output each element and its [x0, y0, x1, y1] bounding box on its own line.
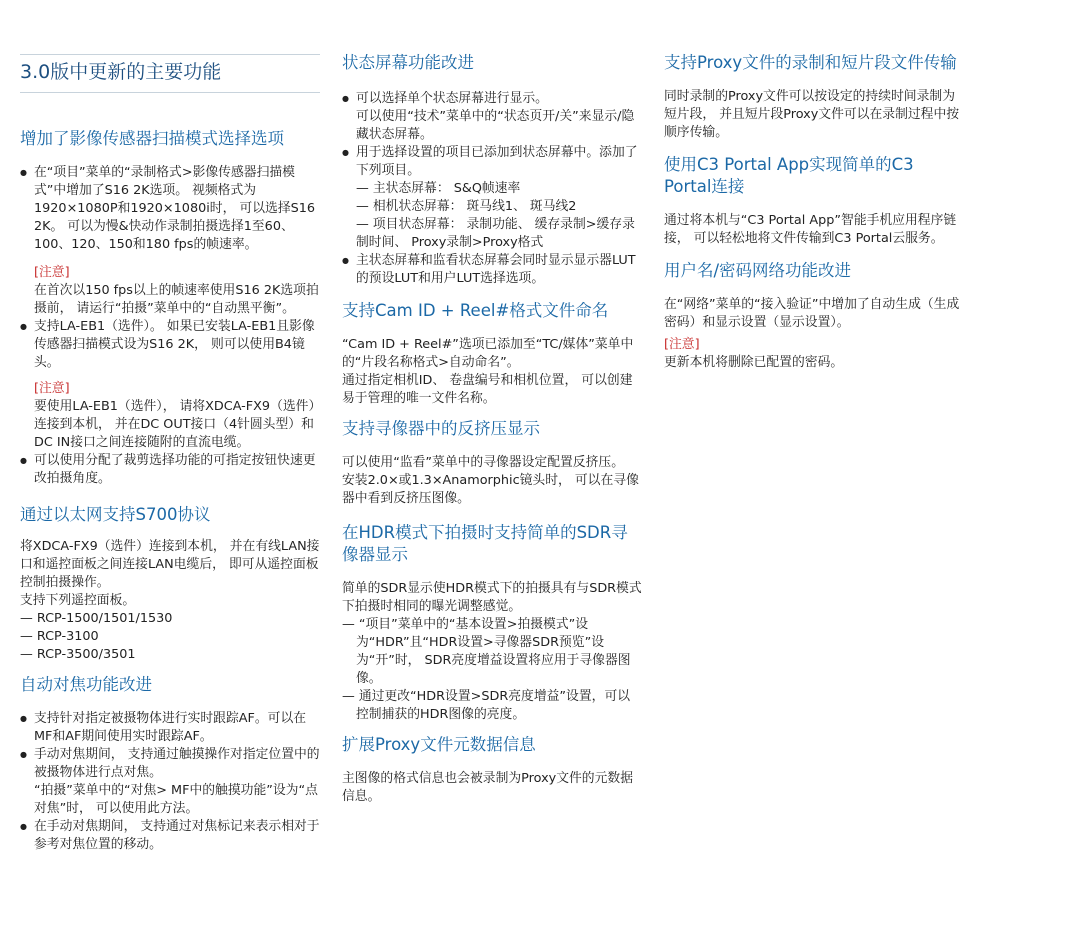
paragraph: 将XDCA-FX9（选件）连接到本机， 并在有线LAN接口和遥控面板之间连接LAN电缆后， 即可从遥控面板控制拍摄操作。: [20, 539, 320, 590]
paragraph: “Cam ID + Reel#”选项已添加至“TC/媒体”菜单中的“片段名称格式>自动命名”。: [342, 337, 634, 370]
column-2: [342, 0, 642, 806]
list-item-text: 手动对焦期间， 支持通过触摸操作对指定位置中的被摄物体进行点对焦。: [34, 747, 320, 780]
note-label: [注意]: [34, 265, 70, 280]
note-text: 更新本机将删除已配置的密码。: [664, 355, 844, 370]
sensor-scan-list-2: [20, 318, 320, 372]
cam-id-body: [342, 336, 642, 408]
section-title-cam-id: 支持Cam ID + Reel#格式文件命名: [342, 301, 609, 320]
list-item: ● 支持针对指定被摄物体进行实时跟踪AF。可以在MF和AF期间使用实时跟踪AF。: [20, 710, 320, 746]
section-title-sensor-scan: 增加了影像传感器扫描模式选择选项: [20, 129, 284, 148]
note-label: [注意]: [664, 337, 700, 352]
section-title-proxy-recording: 支持Proxy文件的录制和短片段文件传输: [664, 53, 957, 72]
list-item: ● 主状态屏幕和监看状态屏幕会同时显示显示器LUT的预设LUT和用户LUT选择选项。: [342, 252, 642, 288]
sub-item: — 相机状态屏幕： 斑马线1、 斑马线2: [356, 199, 577, 214]
sub-item: — 项目状态屏幕： 录制功能、 缓存录制>缓存录制时间、 Proxy录制>Proxy格式: [356, 217, 635, 250]
paragraph: 在“网络”菜单的“接入验证”中增加了自动生成（生成密码）和显示设置（显示设置）。: [664, 297, 960, 330]
note-text: 要使用LA-EB1（选件）， 请将XDCA-FX9（选件）连接到本机， 并在DC OUT接口（4针圆头型）和DC IN接口之间连接随附的直流电缆。: [34, 399, 315, 450]
page-title: 3.0版中更新的主要功能: [20, 61, 222, 83]
list-item: [20, 746, 320, 818]
status-screen-list: [342, 90, 642, 288]
section-title-network-auth: 用户名/密码网络功能改进: [664, 261, 852, 280]
paragraph: 安装2.0×或1.3×Anamorphic镜头时， 可以在寻像器中看到反挤压图像。: [342, 473, 639, 506]
list-item: — RCP-3100: [20, 629, 99, 644]
note-text: 在首次以150 fps以上的帧速率使用S16 2K选项拍摄前， 请运行“拍摄”菜单中的“自动黑平衡”。: [34, 283, 319, 316]
section-title-status-screen: 状态屏幕功能改进: [342, 53, 474, 72]
paragraph: 简单的SDR显示使HDR模式下的拍摄具有与SDR模式下拍摄时相同的曝光调整感觉。: [342, 581, 642, 614]
section-title-s700: 通过以太网支持S700协议: [20, 505, 211, 524]
list-item: — RCP-3500/3501: [20, 647, 136, 662]
proxy-recording-body: [664, 88, 964, 142]
desqueeze-body: [342, 454, 642, 508]
paragraph: 通过将本机与“C3 Portal App”智能手机应用程序链接， 可以轻松地将文件传输到C3 Portal云服务。: [664, 213, 957, 246]
network-auth-body: [664, 296, 964, 372]
autofocus-list: [20, 710, 320, 854]
sensor-scan-list: [20, 164, 320, 254]
divider: [20, 54, 320, 55]
hdr-sdr-body: [342, 580, 642, 724]
section-title-desqueeze: 支持寻像器中的反挤压显示: [342, 419, 540, 438]
paragraph: 同时录制的Proxy文件可以按设定的持续时间录制为短片段， 并且短片段Proxy文件可以在录制过程中按顺序传输。: [664, 89, 960, 140]
sub-item: — 主状态屏幕： S&Q帧速率: [356, 181, 521, 196]
section-title-autofocus: 自动对焦功能改进: [20, 675, 152, 694]
list-item-text: 用于选择设置的项目已添加到状态屏幕中。添加了下列项目。: [356, 145, 638, 178]
list-item: ● 在手动对焦期间， 支持通过对焦标记来表示相对于参考对焦位置的移动。: [20, 818, 320, 854]
list-item: ● 支持LA-EB1（选件）。 如果已安装LA-EB1且影像传感器扫描模式设为S16 2K， 则可以使用B4镜头。: [20, 318, 320, 372]
paragraph: 主图像的格式信息也会被录制为Proxy文件的元数据信息。: [342, 771, 633, 804]
section-title-hdr-sdr: 在HDR模式下拍摄时支持简单的SDR寻像器显示: [342, 523, 628, 564]
paragraph: 通过指定相机ID、 卷盘编号和相机位置， 可以创建易于管理的唯一文件名称。: [342, 373, 633, 406]
s700-body: [20, 538, 320, 664]
paragraph: 支持下列遥控面板。: [20, 593, 136, 608]
list-item: [342, 144, 642, 252]
paragraph: 可以使用“监看”菜单中的寻像器设定配置反挤压。: [342, 455, 624, 470]
column-1: [20, 0, 320, 854]
list-item-text: “拍摄”菜单中的“对焦> MF中的触摸功能”设为“点对焦”时， 可以使用此方法。: [34, 783, 318, 816]
list-item: ● 可以使用分配了裁剪选择功能的可指定按钮快速更改拍摄角度。: [20, 452, 320, 488]
sensor-scan-list-3: [20, 452, 320, 488]
section-title-c3-portal: 使用C3 Portal App实现简单的C3 Portal连接: [664, 155, 914, 196]
c3-portal-body: [664, 212, 964, 248]
list-item: — RCP-1500/1501/1530: [20, 611, 173, 626]
list-item: — “项目”菜单中的“基本设置>拍摄模式”设为“HDR”且“HDR设置>寻像器SDR预览”设为“开”时， SDR亮度增益设置将应用于寻像器图像。: [342, 617, 631, 686]
list-item-text: 可以使用“技术”菜单中的“状态页开/关”来显示/隐藏状态屏幕。: [356, 109, 635, 142]
section-title-proxy-metadata: 扩展Proxy文件元数据信息: [342, 735, 536, 754]
note-label: [注意]: [34, 381, 70, 396]
proxy-metadata-body: [342, 770, 642, 806]
column-3: [664, 0, 964, 372]
list-item: ● 在“项目”菜单的“录制格式>影像传感器扫描模式”中增加了S16 2K选项。 视频格式为1920×1080P和1920×1080i时， 可以选择S16 2K。 可以为慢&快动作录制拍摄选择1至60、100、120、150和180 fps的帧速率。: [20, 164, 320, 254]
divider: [20, 92, 320, 93]
note-block: [20, 380, 320, 452]
list-item-text: 可以选择单个状态屏幕进行显示。: [356, 91, 548, 106]
note-block: [20, 264, 320, 318]
list-item: [342, 90, 642, 144]
list-item: — 通过更改“HDR设置>SDR亮度增益”设置，可以控制捕获的HDR图像的亮度。: [342, 689, 631, 722]
